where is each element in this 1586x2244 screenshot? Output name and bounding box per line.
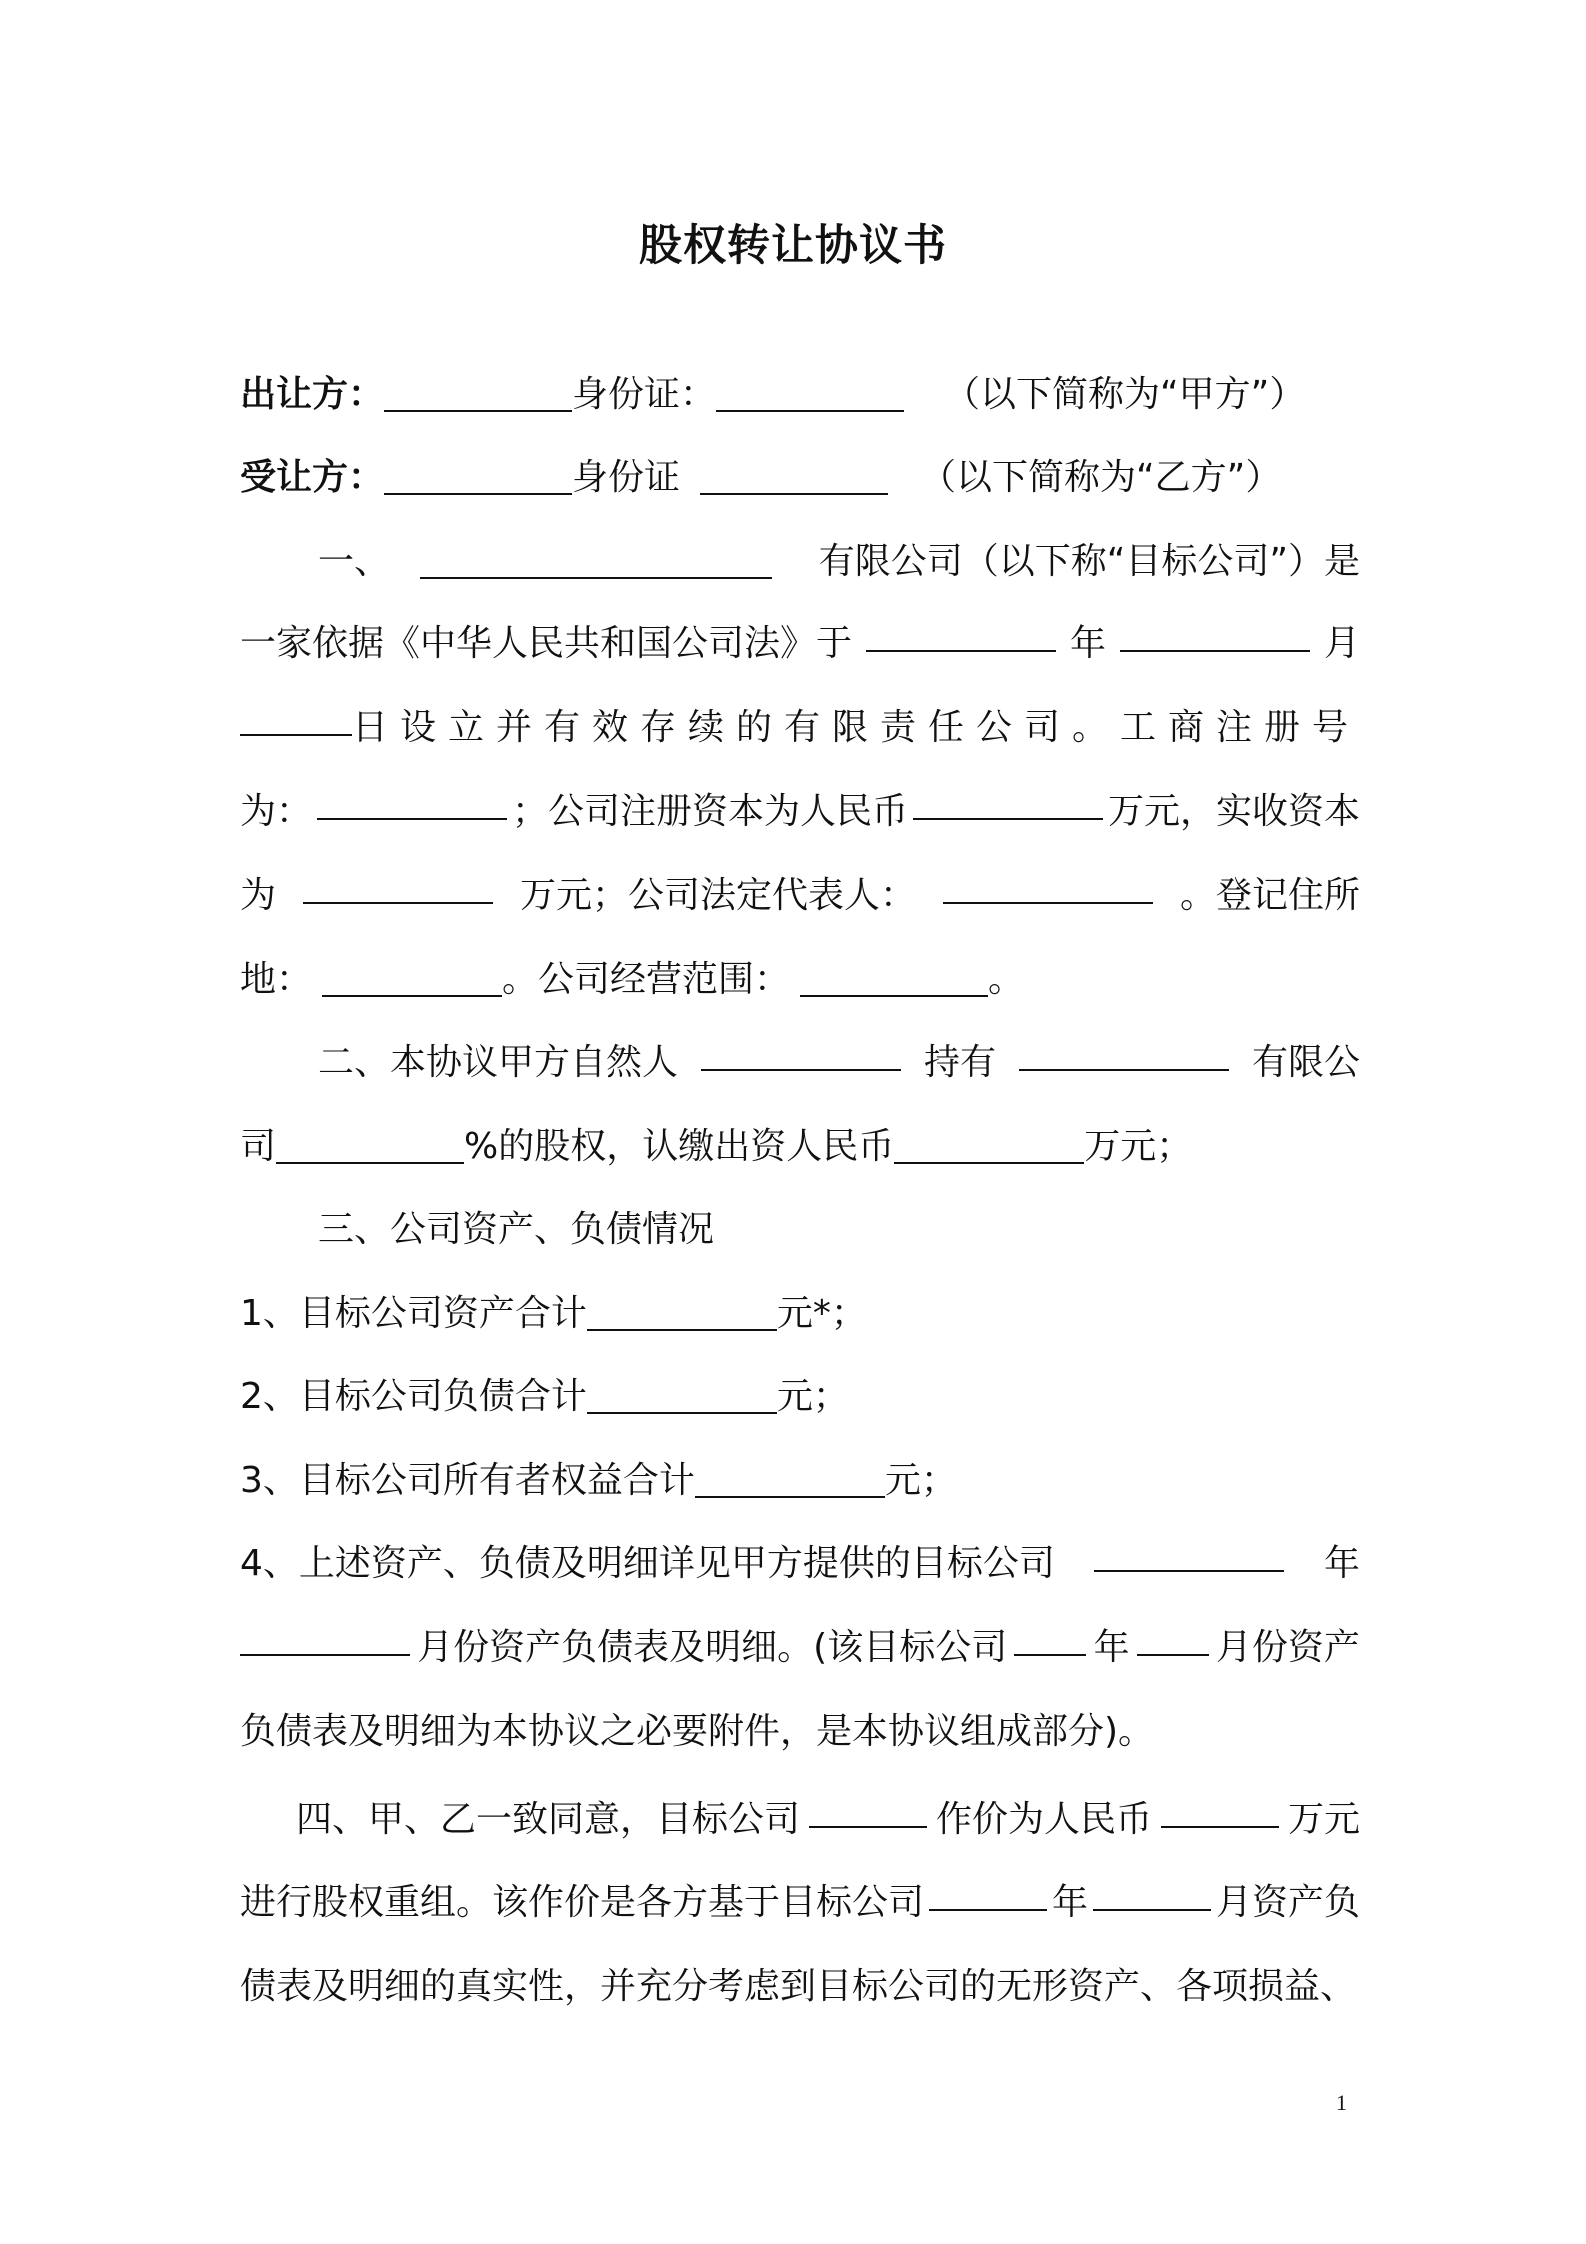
section4-line3 (240, 1957, 1360, 2017)
statement-month-blank[interactable] (240, 1618, 410, 1656)
transferee-id-label: 身份证 (572, 457, 681, 498)
transferor-id-label: 身份证： (572, 374, 717, 415)
transferee-name-blank[interactable] (384, 457, 572, 495)
section2-text-f: 万元； (1084, 1126, 1193, 1167)
section4-text-c: 万元 (1287, 1799, 1360, 1840)
owner-equity-blank[interactable] (695, 1460, 885, 1498)
transferor-line (240, 365, 1360, 425)
valuation-subject-blank[interactable] (809, 1790, 927, 1828)
section4-text-e: 月资产负 (1215, 1882, 1360, 1923)
section3-heading-text: 三、公司资产、负债情况 (318, 1209, 715, 1250)
business-scope-blank[interactable] (800, 959, 988, 997)
total-assets-unit: 元*； (776, 1293, 867, 1334)
year-label: 年 (1069, 623, 1106, 664)
section4-text-a: 四、甲、乙一致同意，目标公司 (296, 1799, 801, 1840)
section4-text-b: 作价为人民币 (935, 1799, 1152, 1840)
transferor-name-blank[interactable] (384, 374, 572, 412)
section2-text-e: %的股权，认缴出资人民币 (464, 1126, 895, 1167)
transferee-line (240, 448, 1360, 508)
section1-text-g: 为 (240, 875, 277, 916)
section1-text-b: 一家依据《中华人民共和国公司法》于 (240, 623, 853, 664)
section1-text-h: 万元；公司法定代表人： (519, 875, 916, 916)
registration-number-blank[interactable] (317, 782, 507, 820)
legal-representative-blank[interactable] (943, 866, 1153, 904)
item4-text-c: 月份资产 (1215, 1627, 1360, 1668)
transferor-alias: （以下简称为“甲方”） (944, 374, 1306, 415)
section4-line2 (240, 1873, 1360, 1933)
transferor-id-blank[interactable] (716, 374, 904, 412)
paid-capital-blank[interactable] (303, 866, 493, 904)
owner-equity-unit: 元； (884, 1460, 957, 1501)
section3-item3 (240, 1451, 1360, 1511)
transferor-label: 出让方： (240, 374, 385, 415)
attachment-year-blank[interactable] (1014, 1618, 1086, 1656)
company-name-blank[interactable] (420, 541, 772, 579)
valuation-amount-blank[interactable] (1161, 1790, 1279, 1828)
section2-text-c: 有限公 (1251, 1042, 1360, 1083)
establish-month-blank[interactable] (1120, 614, 1310, 652)
registered-capital-blank[interactable] (913, 782, 1103, 820)
section4-year-label: 年 (1051, 1882, 1088, 1923)
statement-year-blank[interactable] (1094, 1534, 1284, 1572)
section1-text-c: 日设立并有效存续的有限责任公司。工商注册号 (351, 707, 1360, 748)
section1-line6 (240, 950, 1360, 1010)
total-assets-label: 1、目标公司资产合计 (240, 1293, 587, 1334)
section2-line1 (240, 1033, 1360, 1093)
item4-year-label-2: 年 (1093, 1627, 1130, 1668)
total-liabilities-blank[interactable] (587, 1376, 777, 1414)
item4-year-label: 年 (1323, 1543, 1360, 1584)
valuation-month-blank[interactable] (1093, 1873, 1211, 1911)
total-liabilities-label: 2、目标公司负债合计 (240, 1376, 587, 1417)
section1-text-e: ；公司注册资本为人民币 (511, 791, 908, 832)
registered-address-blank[interactable] (322, 959, 502, 997)
section1-text-j: 地： (240, 959, 313, 1000)
section1-text-f: 万元，实收资本 (1107, 791, 1360, 832)
section1-number: 一、 (318, 541, 391, 582)
section2-line2 (240, 1117, 1360, 1177)
owner-equity-label: 3、目标公司所有者权益合计 (240, 1460, 695, 1501)
document-title: 股权转让协议书 (639, 221, 947, 271)
section3-item4-line1 (240, 1534, 1360, 1594)
section3-item4-line3 (240, 1702, 1360, 1762)
section1-text-a: 有限公司（以下称“目标公司”）是 (818, 541, 1360, 582)
section3-heading (240, 1200, 1360, 1260)
attachment-month-blank[interactable] (1137, 1618, 1209, 1656)
item4-text-b: 月份资产负债表及明细。(该目标公司 (417, 1627, 1008, 1668)
transferee-id-blank[interactable] (700, 457, 888, 495)
page-number: 1 (1336, 2090, 1347, 2115)
section2-text-d: 司 (240, 1126, 277, 1167)
valuation-year-blank[interactable] (929, 1873, 1047, 1911)
section4-text-d: 进行股权重组。该作价是各方基于目标公司 (240, 1882, 925, 1923)
section4-line1 (240, 1790, 1360, 1850)
section1-line1 (240, 532, 1360, 592)
section4-text-f: 债表及明细的真实性，并充分考虑到目标公司的无形资产、各项损益、 (240, 1966, 1357, 2007)
establish-year-blank[interactable] (866, 614, 1056, 652)
total-liabilities-unit: 元； (776, 1376, 849, 1417)
section2-text-b: 持有 (923, 1042, 996, 1083)
item4-text-d: 负债表及明细为本协议之必要附件，是本协议组成部分)。 (240, 1711, 1155, 1752)
section1-text-i: 。登记住所 (1179, 875, 1360, 916)
item4-text-a: 4、上述资产、负债及明细详见甲方提供的目标公司 (240, 1543, 1055, 1584)
transferee-alias: （以下简称为“乙方”） (920, 457, 1282, 498)
section1-line2 (240, 614, 1360, 674)
equity-percent-blank[interactable] (276, 1126, 464, 1164)
section1-line5 (240, 866, 1360, 926)
subscribed-capital-blank[interactable] (894, 1126, 1084, 1164)
establish-day-blank[interactable] (240, 698, 352, 736)
held-company-blank[interactable] (1019, 1033, 1229, 1071)
section3-item2 (240, 1367, 1360, 1427)
section1-line4 (240, 782, 1360, 842)
section1-text-l: 。 (988, 959, 1025, 1000)
section3-item4-line2 (240, 1618, 1360, 1678)
section3-item1 (240, 1284, 1360, 1344)
section1-text-d: 为： (240, 791, 313, 832)
total-assets-blank[interactable] (587, 1293, 777, 1331)
section1-line3 (240, 698, 1360, 758)
section1-text-k: 。公司经营范围： (502, 959, 791, 1000)
transferee-label: 受让方： (240, 457, 385, 498)
section2-text-a: 二、本协议甲方自然人 (318, 1042, 679, 1083)
natural-person-blank[interactable] (701, 1033, 901, 1071)
month-label: 月 (1323, 623, 1360, 664)
